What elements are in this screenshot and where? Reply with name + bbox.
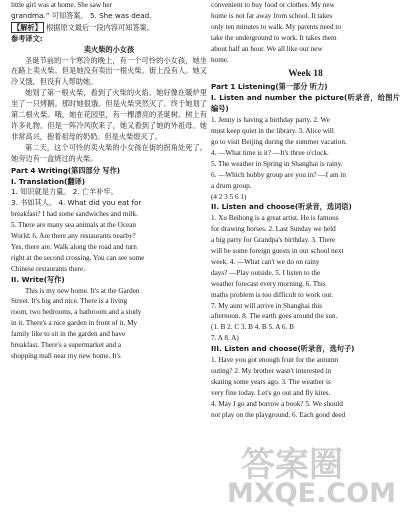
text-line: week. 4. —What can't we do on rainy bbox=[211, 257, 320, 266]
text-line: afternoon. 8. The earth goes around the sun. bbox=[211, 312, 338, 321]
text-line: 5. There are many sea animals at the Ocean bbox=[11, 221, 136, 230]
text-line: Chinese restaurants there. bbox=[11, 264, 86, 273]
story-paragraph: 第二天，这个可怜的卖火柴的小女孩在街的拐角处死了。她旁边有一盒烧过的火柴。 bbox=[11, 142, 207, 163]
text-line: for drawing horses. 2. Last Sunday we held bbox=[211, 225, 336, 234]
left-column bbox=[11, 0, 207, 362]
text-line: World. 6. Are there any restaurants nearby? bbox=[11, 232, 136, 241]
week-title: Week 18 bbox=[288, 69, 323, 80]
text-line: 3. 书如其人。 4. What did you eat for bbox=[11, 198, 142, 208]
analysis-label: 【解析】 bbox=[13, 22, 42, 32]
text-line: days? —Play outside. 5. I listen to the bbox=[211, 268, 321, 277]
text-line: 7. My aunt will arrive in Shanghai this bbox=[211, 301, 322, 310]
text-line: a big party for Grandpa's birthday. 3. There bbox=[211, 236, 336, 245]
text-line: very fine today. Let's go out and fly kites. bbox=[211, 388, 331, 397]
text-line: weather forecast every morning. 6. This bbox=[211, 279, 326, 288]
text-line: a drum group. bbox=[211, 181, 252, 190]
text-line: outing? 2. My brother wasn't interested in bbox=[211, 367, 332, 375]
text-line: will be some foreign guests in our school next bbox=[211, 247, 344, 256]
section-heading: I. Translation(翻译) bbox=[11, 176, 86, 186]
text-line: breakfast? I had some sandwiches and milk. bbox=[11, 210, 138, 219]
text-line: not play on the playground. 6. Each good deed bbox=[211, 410, 346, 419]
text-line: 6. —Which hobby group are you in? —I am in bbox=[211, 170, 346, 179]
part-heading: Part 1 Listening(第一部分 听力) bbox=[211, 82, 328, 92]
text-line: maths problem is too difficult to work out. bbox=[211, 290, 334, 299]
section-heading: II. Listen and choose(听录音，选词语) bbox=[211, 202, 352, 212]
story-paragraph: 圣诞节前的一个寒冷的晚上，有一个可怜的小女孩，她坐在路上卖火柴。但是她没有卖出一根火柴。街上没有人。她又冷又饿，但没有人帮助她。 bbox=[11, 55, 207, 87]
text-line: 5. The weather in Spring in Shanghai is rainy. bbox=[211, 159, 343, 168]
watermark-domain: MXQE.COM bbox=[227, 478, 396, 508]
text-line: grandma.” 可知答案。 5. She was dead. bbox=[11, 10, 152, 20]
watermark-logo bbox=[223, 440, 401, 508]
right-column bbox=[211, 0, 400, 421]
text-line: in it. There's a nice garden in front of it. My bbox=[11, 319, 138, 328]
story-paragraph: 她划了第一根火柴，看到了火柴的火焰。她好像在暖炉里坐了一只烤鹅。那时她很饿。但是火柴突然灭了。终于她划了第二根火柴。哦，她在花园里，有一棵漂亮的圣诞树。树上有许多礼物。但是一阵冷风吹来了，她又看到了她的外祖母。她非常高兴，抱着祖母的奶奶。但是火柴熄灭了。 bbox=[11, 88, 207, 141]
text-line: 1. Xu Beihong is a great artist. He is famous bbox=[211, 214, 339, 223]
story-title: 卖火柴的小女孩 bbox=[83, 44, 135, 54]
text-line: 1. 知识就是力量。 2. 亡羊补牢。 bbox=[11, 187, 118, 197]
text-line: convenient to buy food or clothes. My new bbox=[211, 1, 335, 9]
text-line: skating some years ago. 3. The weather is bbox=[211, 377, 331, 386]
answer-line: (1. B 2. C 3. B 4. B 5. A 6. B bbox=[211, 323, 294, 332]
text-line: only ten minutes to walk. My parents need to bbox=[211, 22, 341, 31]
text-line: shopping mall near my new home. It's bbox=[11, 352, 121, 360]
answer-line: 7. A 8. A) bbox=[211, 334, 239, 343]
text-line: take the underground to work. It takes them bbox=[211, 33, 337, 42]
text-line: 1. Have you got enough fruit for the autumn bbox=[211, 356, 339, 365]
text-line: home. bbox=[211, 55, 229, 64]
analysis-note bbox=[11, 22, 207, 34]
section-heading: II. Write(写作) bbox=[11, 274, 65, 284]
text-line: 4. May I go and borrow a book? 5. We should bbox=[211, 399, 343, 408]
section-heading: III. Listen and choose(听录音，选句子) bbox=[211, 344, 355, 354]
text-line: Street. It's big and nice. There is a living bbox=[11, 297, 128, 306]
text-line: about half an hour. We all like our new bbox=[211, 44, 323, 53]
text-line: go to visit Beijing during the summer vacation. bbox=[211, 137, 347, 146]
part-heading: Part 4 Writing(第四部分 写作) bbox=[11, 165, 121, 175]
text-line: 4. —What time is it? —It's three o'clock. bbox=[211, 148, 329, 157]
text-line: breakfast. There's a supermarket and a bbox=[11, 341, 122, 350]
answer-line: (4 2 3 5 6 1) bbox=[211, 192, 247, 201]
text-line: room, two bedrooms, a bathroom and a study bbox=[11, 308, 142, 317]
text-line: family like to sit in the garden and have bbox=[11, 330, 126, 339]
text-line: This is my new home. It's at the Garden bbox=[25, 286, 140, 295]
watermark-text: 答案圈 bbox=[241, 445, 343, 485]
translation-heading: 参考译文: bbox=[11, 33, 43, 43]
text-line: 1. Jenny is having a birthday party. 2. We bbox=[211, 116, 330, 125]
text-line: home is not far away from school. It takes bbox=[211, 11, 333, 20]
section-heading: I. Listen and number the picture(听录音，给图片编号) bbox=[211, 93, 400, 114]
text-line: little girl was at home. She saw her bbox=[11, 1, 113, 9]
text-line: right at the second crossing. You can see some bbox=[11, 253, 145, 262]
text-line: Yes, there are. Walk along the road and turn bbox=[11, 242, 137, 251]
text-line: must keep quiet in the library. 3. Alice will bbox=[211, 127, 334, 136]
analysis-text: 根据原文最后一段内容可知答案。 bbox=[46, 22, 154, 32]
